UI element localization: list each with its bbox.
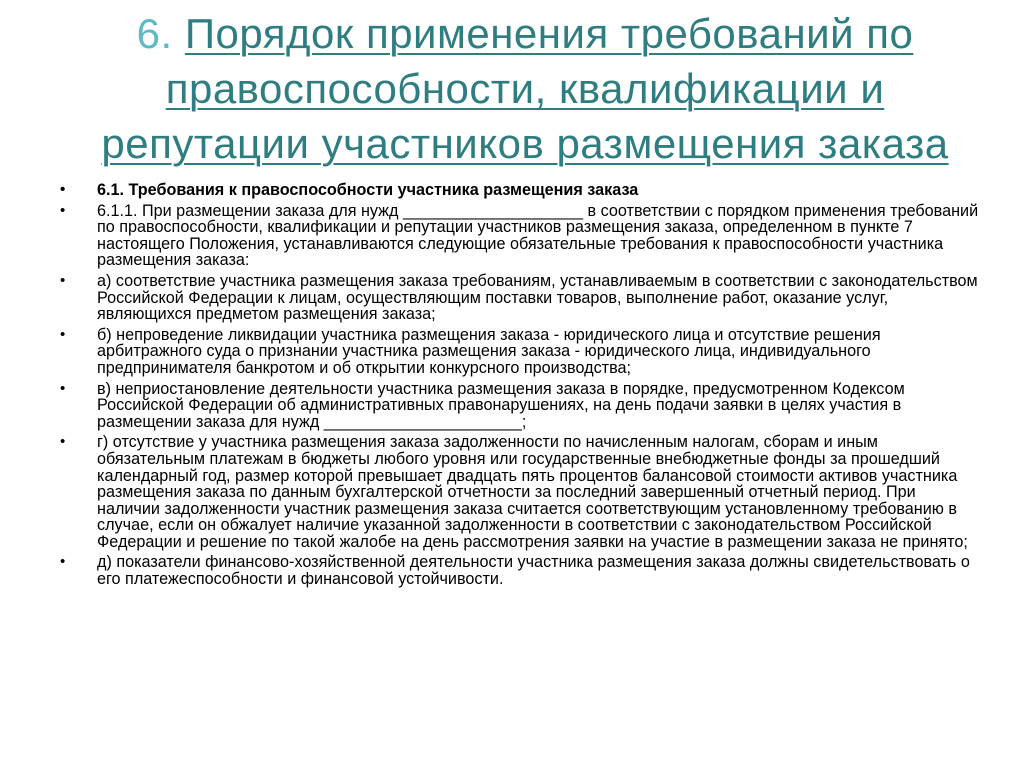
slide-title bbox=[60, 6, 990, 171]
list-item-text: 6.1. Требования к правоспособности участника размещения заказа bbox=[97, 181, 639, 199]
slide-title-number: 6. bbox=[136, 10, 173, 57]
list-item-text: д) показатели финансово-хозяйственной деятельности участника размещения заказа должны свидетельствовать о его платежеспособности и финансовой устойчивости. bbox=[97, 553, 970, 589]
list-item-text: б) непроведение ликвидации участника размещения заказа - юридического лица и отсутствие решения арбитражного суда о признании участника размещения заказа - юридического лица, индивидуального предпринимателя банкротом и об открытии конкурсного производства; bbox=[97, 325, 881, 377]
bullet-icon: • bbox=[60, 201, 66, 219]
list-item bbox=[55, 182, 980, 199]
bullet-icon: • bbox=[60, 433, 66, 451]
bullet-icon: • bbox=[60, 553, 66, 571]
list-item bbox=[55, 434, 980, 550]
bullet-icon: • bbox=[60, 181, 66, 198]
list-item bbox=[55, 273, 980, 323]
list-item bbox=[55, 554, 980, 587]
bullet-icon: • bbox=[60, 325, 66, 343]
list-item-text: г) отсутствие у участника размещения заказа задолженности по начисленным налогам, сборам и иным обязательным платежам в бюджеты любого уровня или государственные внебюджетные фонды за прошедший календарный год, размер которой превышает двадцать пять процентов балансовой стоимости активов участника размещения заказа по данным бухгалтерской отчетности за последний завершенный отчетный период. При наличии задолженности участник размещения заказа считается соответствующим установленному требованию в случае, если он обжалует наличие указанной задолженности в соответствии с законодательством Российской Федерации и решение по такой жалобе на день рассмотрения заявки на участие в размещении заказа не принято; bbox=[97, 433, 968, 551]
list-item bbox=[55, 327, 980, 377]
bullet-icon: • bbox=[60, 271, 66, 289]
slide-title-text: Порядок применения требований по правоспособности, квалификации и репутации участников размещения заказа bbox=[101, 10, 949, 167]
list-item bbox=[55, 381, 980, 431]
bullet-icon: • bbox=[60, 379, 66, 397]
list-item-text: а) соответствие участника размещения заказа требованиям, устанавливаемым в соответствии с законодательством Российской Федерации к лицам, осуществляющим поставки товаров, выполнение работ, оказание услуг, являющихся предметом размещения заказа; bbox=[97, 271, 978, 324]
list-item bbox=[55, 203, 980, 269]
list-item-text: в) неприостановление деятельности участника размещения заказа в порядке, предусмотренном Кодексом Российской Федерации об административных правонарушениях, на день подачи заявки в целях участия в размещении заказа для нужд ______________________; bbox=[97, 379, 905, 431]
bullet-list bbox=[55, 182, 980, 592]
list-item-text: 6.1.1. При размещении заказа для нужд ____________________ в соответствии с порядком применения требований по правоспособности, квалификации и репутации участников размещения заказа, определенном в пункте 7 настоящего Положения, устанавливаются следующие обязательные требования к правоспособности участника размещения заказа: bbox=[97, 201, 979, 270]
